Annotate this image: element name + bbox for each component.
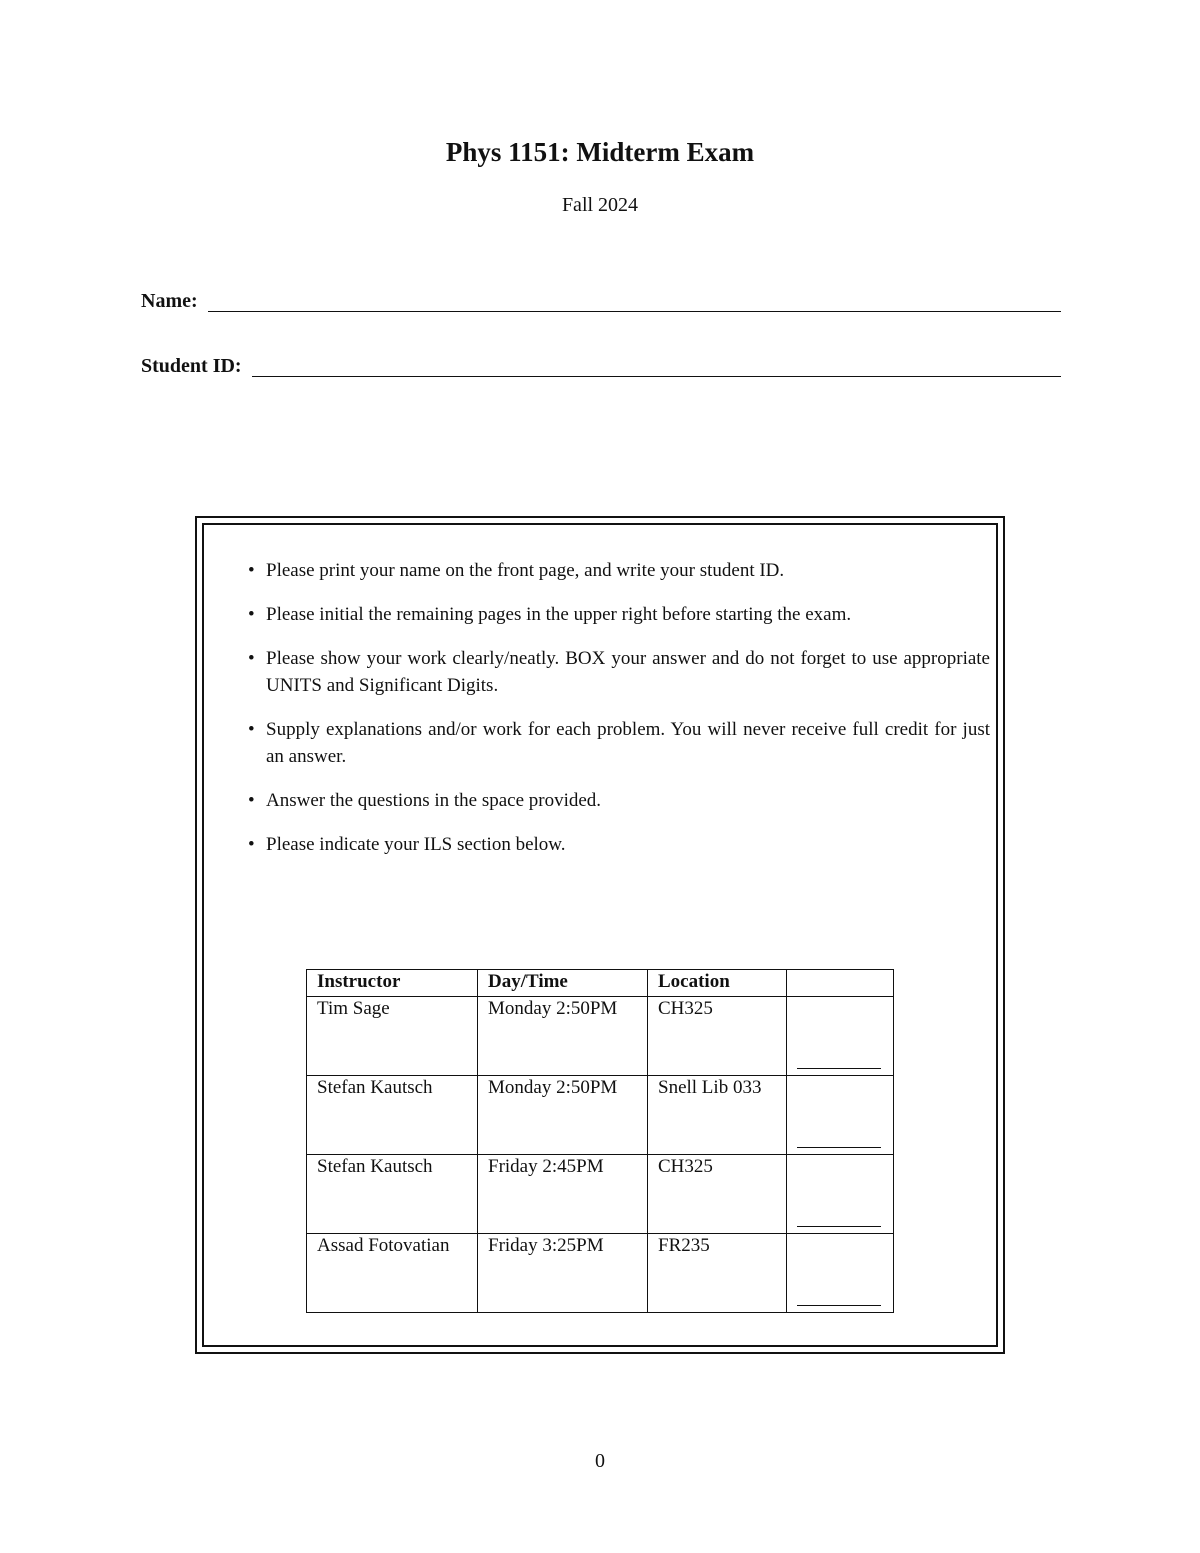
selection-blank-line[interactable]	[797, 1226, 881, 1227]
cell-selection[interactable]	[787, 1155, 894, 1234]
bullet-icon: •	[248, 834, 255, 855]
cell-location: CH325	[648, 1155, 787, 1234]
instructions-list	[248, 557, 990, 875]
ils-section-table	[306, 969, 894, 1313]
page-number: 0	[595, 1450, 605, 1472]
instruction-item	[248, 645, 990, 699]
cell-day-time: Friday 2:45PM	[478, 1155, 648, 1234]
instruction-text: Please initial the remaining pages in the upper right before starting the exam.	[266, 604, 852, 625]
cell-instructor: Stefan Kautsch	[307, 1076, 478, 1155]
table-row	[307, 1155, 894, 1234]
cell-selection[interactable]	[787, 1076, 894, 1155]
exam-title: Phys 1151: Midterm Exam	[445, 137, 755, 167]
instruction-item	[248, 716, 990, 770]
bullet-icon: •	[248, 604, 255, 625]
student-id-label: Student ID:	[141, 355, 242, 377]
selection-blank-line[interactable]	[797, 1068, 881, 1069]
bullet-icon: •	[248, 790, 255, 811]
selection-blank-line[interactable]	[797, 1305, 881, 1306]
name-write-line[interactable]	[208, 311, 1061, 312]
name-field-row	[141, 290, 1061, 313]
cell-location: FR235	[648, 1234, 787, 1313]
instruction-text: Please indicate your ILS section below.	[266, 834, 566, 855]
cell-day-time: Friday 3:25PM	[478, 1234, 648, 1313]
student-id-write-line[interactable]	[252, 376, 1061, 377]
instructions-box	[195, 516, 1005, 1354]
table-row	[307, 1234, 894, 1313]
cell-day-time: Monday 2:50PM	[478, 997, 648, 1076]
header-location: Location	[648, 970, 787, 997]
cell-location: CH325	[648, 997, 787, 1076]
table-row	[307, 1076, 894, 1155]
student-id-field-row	[141, 355, 1061, 378]
cell-selection[interactable]	[787, 1234, 894, 1313]
header-selection	[787, 970, 894, 997]
header-instructor: Instructor	[307, 970, 478, 997]
cell-location: Snell Lib 033	[648, 1076, 787, 1155]
instruction-item	[248, 831, 990, 858]
cell-instructor: Tim Sage	[307, 997, 478, 1076]
instruction-text: Please show your work clearly/neatly. BOX your answer and do not forget to use appropriate UNITS and Significant Digits.	[266, 648, 990, 696]
table-row	[307, 997, 894, 1076]
cell-selection[interactable]	[787, 997, 894, 1076]
instruction-item	[248, 601, 990, 628]
table-header-row	[307, 970, 894, 997]
bullet-icon: •	[248, 648, 255, 669]
bullet-icon: •	[248, 560, 255, 581]
instruction-item	[248, 557, 990, 584]
instructions-box-inner	[202, 523, 998, 1347]
exam-term: Fall 2024	[561, 194, 639, 216]
cell-instructor: Stefan Kautsch	[307, 1155, 478, 1234]
instruction-text: Please print your name on the front page, and write your student ID.	[266, 560, 785, 581]
selection-blank-line[interactable]	[797, 1147, 881, 1148]
instruction-item	[248, 787, 990, 814]
cell-day-time: Monday 2:50PM	[478, 1076, 648, 1155]
name-label: Name:	[141, 290, 198, 312]
bullet-icon: •	[248, 719, 255, 740]
cell-instructor: Assad Fotovatian	[307, 1234, 478, 1313]
instruction-text: Answer the questions in the space provided.	[266, 790, 602, 811]
header-day-time: Day/Time	[478, 970, 648, 997]
instruction-text: Supply explanations and/or work for each problem. You will never receive full credit for just an answer.	[266, 719, 990, 767]
